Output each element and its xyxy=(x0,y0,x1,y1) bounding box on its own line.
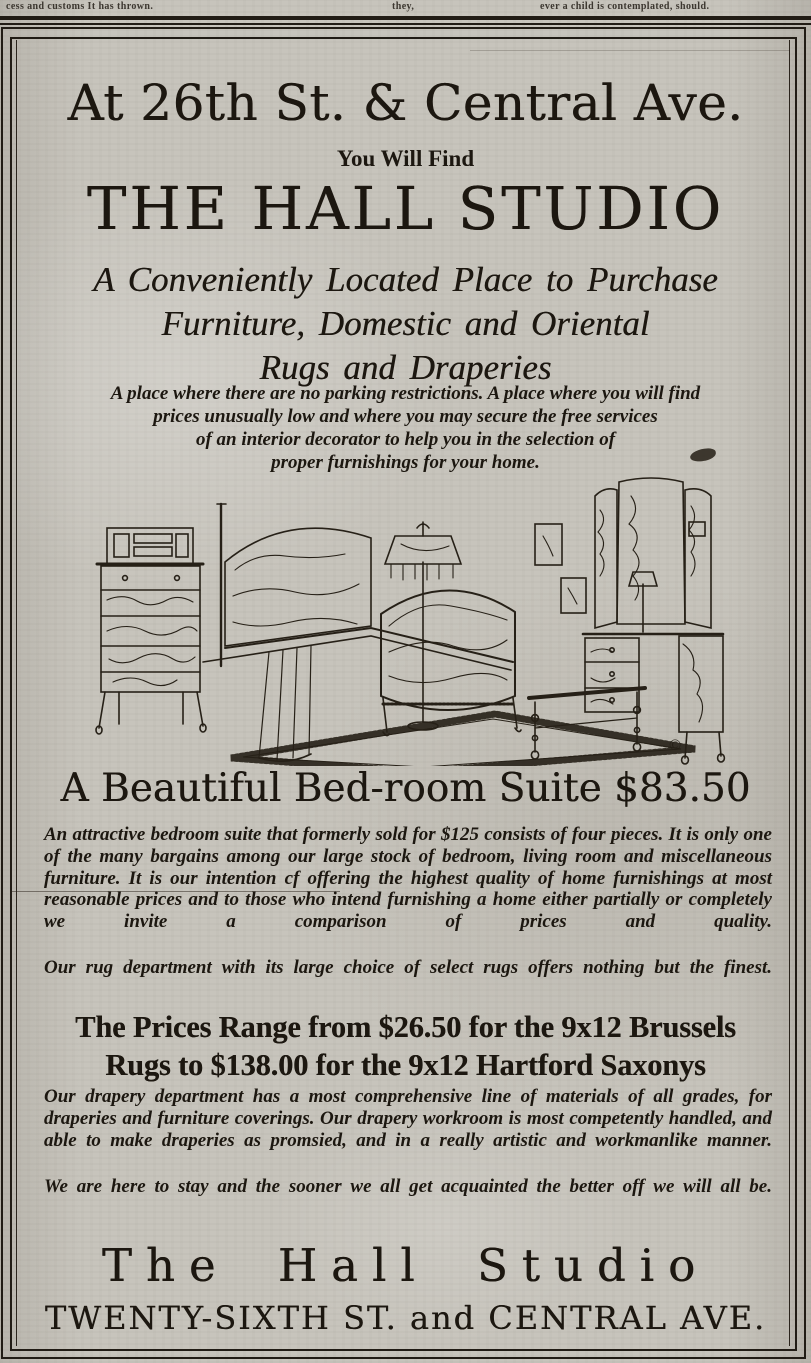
edge-text-left: cess and customs It has thrown. xyxy=(6,1,154,12)
intro-line-3: of an interior decorator to help you in the selection of xyxy=(195,429,616,450)
intro-line-4: proper furnishings for your home. xyxy=(271,452,540,473)
floor-lamp-drawing xyxy=(385,522,461,730)
tagline-line-2: Furniture, Domestic and Oriental xyxy=(161,304,650,343)
tagline xyxy=(40,258,771,390)
suite-paragraph: An attractive bedroom suite that formerly sold for $125 consists of four pieces. It is only one of the many bargains among our large stock of bedroom, living room and miscellaneous furniture. It is our intention cf offering the highest quality of home furnishings at most reasonable prices and to those who intend furnishing a home either partially or completely we invite a comparison of prices and quality. xyxy=(44,824,772,933)
intro-line-1: A place where there are no parking restrictions. A place where you will find xyxy=(110,383,701,404)
top-divider-rule xyxy=(0,16,811,25)
ad-frame-doubling-right xyxy=(789,40,790,1346)
bedroom-suite-illustration xyxy=(83,466,728,766)
page-edge-strip xyxy=(0,0,811,14)
closing-paragraph: We are here to stay and the sooner we all get acquainted the better off we will all be. xyxy=(44,1176,772,1197)
store-name-headline: THE HALL STUDIO xyxy=(86,174,725,243)
prices-headline-line-2: Rugs to $138.00 for the 9x12 Hartford Saxonys xyxy=(105,1048,706,1082)
illustration-copyright-mark: © xyxy=(669,737,682,754)
intro-paragraph xyxy=(40,382,771,474)
suite-headline: A Beautiful Bed-room Suite $83.50 xyxy=(60,766,751,811)
edge-text-center: they, xyxy=(392,1,415,12)
tagline-line-3: Rugs and Draperies xyxy=(259,348,552,387)
you-will-find-subhead: You Will Find xyxy=(336,146,475,171)
edge-text-right: ever a child is contemplated, should. xyxy=(540,1,710,12)
wall-pictures-drawing xyxy=(535,524,586,613)
location-headline: At 26th St. & Central Ave. xyxy=(67,74,744,132)
tagline-line-1: A Conveniently Located Place to Purchase xyxy=(93,260,718,299)
scan-artifact-line xyxy=(470,50,790,51)
footer-address: TWENTY-SIXTH ST. and CENTRAL AVE. xyxy=(44,1299,767,1337)
intro-line-2: prices unusually low and where you may secure the free services xyxy=(153,406,658,427)
dresser-drawing xyxy=(96,528,206,734)
ad-frame-doubling-left xyxy=(16,40,17,1346)
prices-headline-line-1: The Prices Range from $26.50 for the 9x12 Brussels xyxy=(75,1010,736,1044)
footer-store-name: The Hall Studio xyxy=(101,1239,710,1292)
rug-paragraph: Our rug department with its large choice of select rugs offers nothing but the finest. xyxy=(44,957,772,978)
bed-drawing xyxy=(203,504,521,761)
drapery-paragraph: Our drapery department has a most comprehensive line of materials of all grades, for draperies and furniture coverings. Our drapery workroom is most competently handled, and able to make draperies as promsied, and in a really artistic and workmanlike manner. xyxy=(44,1086,772,1151)
prices-headline xyxy=(40,1008,771,1084)
